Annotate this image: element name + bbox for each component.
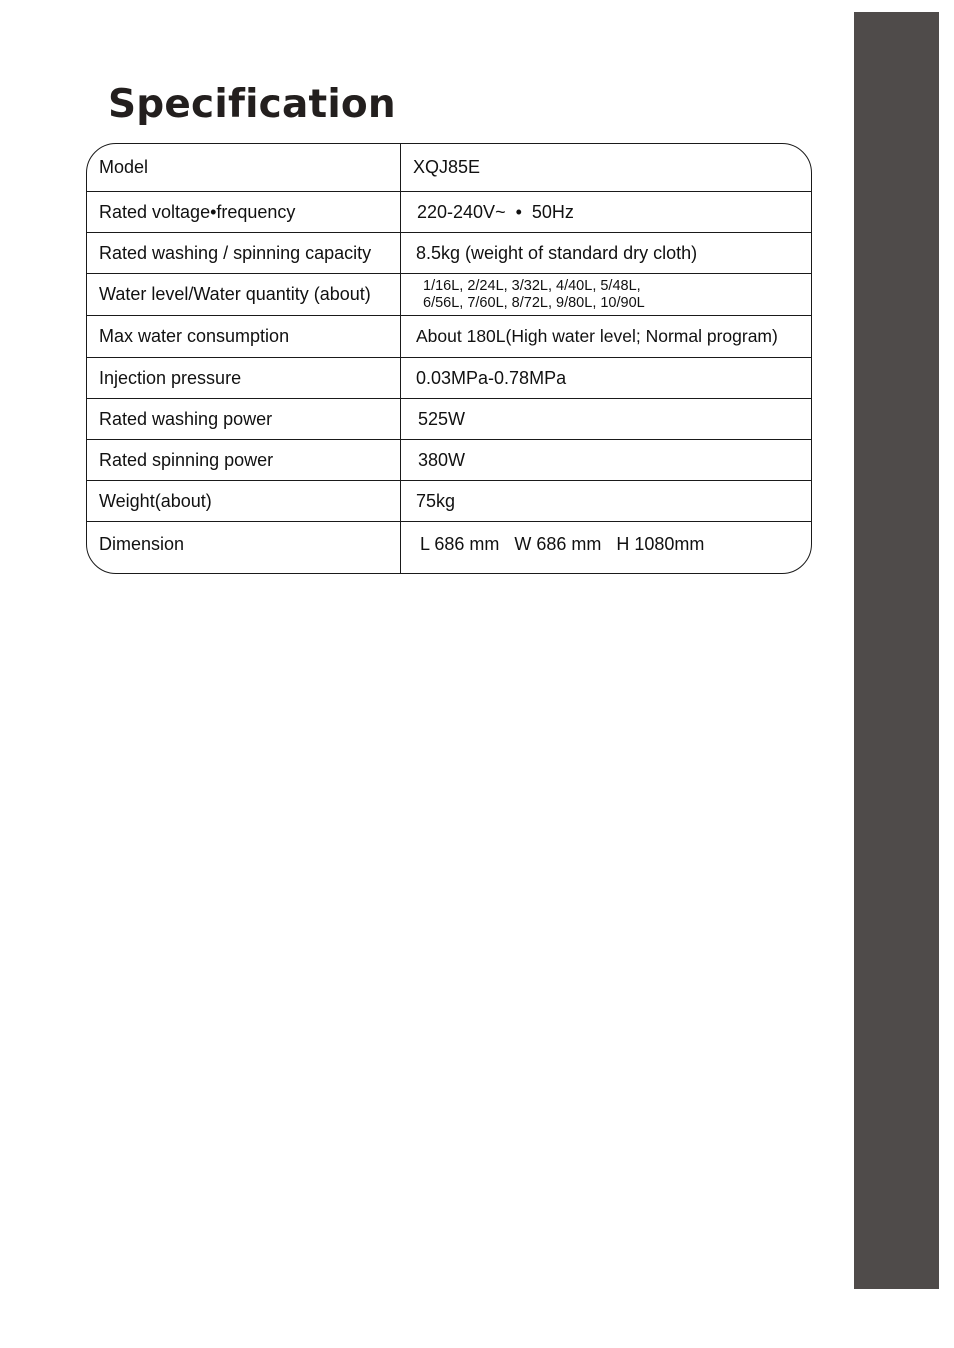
spec-label: Rated spinning power (87, 440, 401, 480)
spec-row-max-water (87, 316, 811, 358)
spec-value: L 686 mm W 686 mm H 1080mm (420, 533, 705, 554)
spec-row-voltage-frequency (87, 192, 811, 233)
spec-table (86, 143, 812, 574)
spec-value: 380W (418, 449, 466, 470)
spec-value: 75kg (416, 490, 456, 511)
spec-value: 525W (418, 408, 466, 429)
spec-label: Water level/Water quantity (about) (87, 274, 401, 315)
spec-row-capacity (87, 233, 811, 274)
spec-label: Rated voltage•frequency (87, 192, 401, 232)
spec-value: 220-240V~ • 50Hz (417, 201, 574, 222)
spec-label: Model (87, 144, 401, 191)
spec-value: 0.03MPa-0.78MPa (416, 367, 567, 388)
spec-label: Rated washing power (87, 399, 401, 439)
spec-row-dimension (87, 522, 811, 574)
spec-value-line: 6/56L, 7/60L, 8/72L, 9/80L, 10/90L (423, 294, 645, 311)
spec-row-weight (87, 481, 811, 522)
spec-row-water-level (87, 274, 811, 316)
spec-label: Max water consumption (87, 316, 401, 357)
spec-value: About 180L(High water level; Normal program) (416, 326, 778, 346)
spec-value-line: 1/16L, 2/24L, 3/32L, 4/40L, 5/48L, (423, 277, 641, 294)
spec-value (401, 274, 811, 315)
spec-label: Dimension (87, 522, 401, 574)
spec-value: XQJ85E (413, 157, 481, 177)
side-bar (854, 12, 939, 1289)
spec-label: Injection pressure (87, 358, 401, 398)
spec-label: Weight(about) (87, 481, 401, 521)
spec-row-washing-power (87, 399, 811, 440)
spec-value: 8.5kg (weight of standard dry cloth) (416, 242, 698, 263)
spec-label: Rated washing / spinning capacity (87, 233, 401, 273)
page-title: Specification (108, 82, 396, 127)
spec-row-spinning-power (87, 440, 811, 481)
spec-row-injection-pressure (87, 358, 811, 399)
spec-row-model (87, 144, 811, 192)
